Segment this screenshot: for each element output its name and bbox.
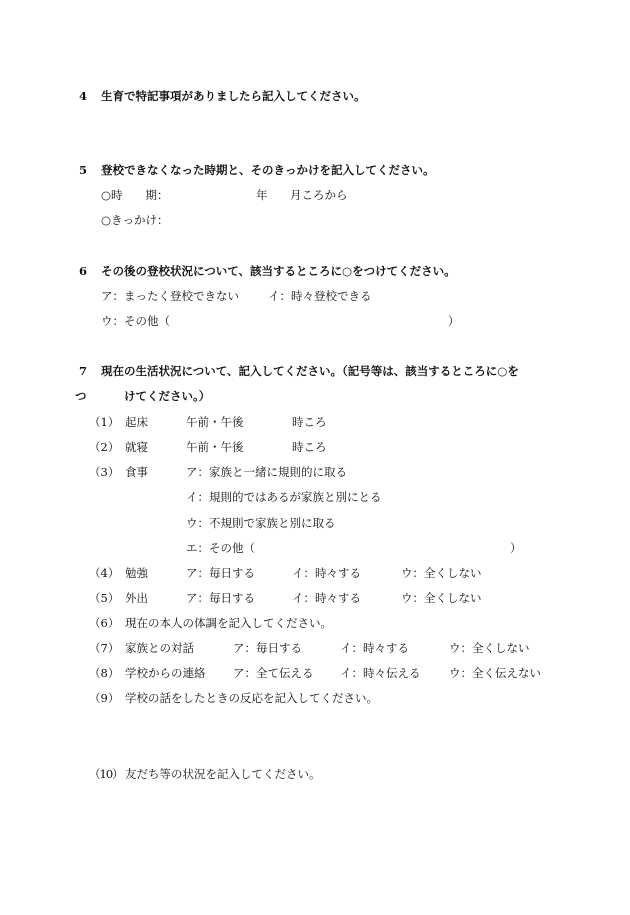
sleep-label: 就寝 (125, 440, 148, 454)
meal-option-a: ア：家族と一緒に規則的に取る (186, 465, 347, 479)
family-option-u: ウ：全くしない (449, 641, 530, 655)
outing-option-a: ア：毎日する (186, 591, 255, 605)
meal-option-u: ウ：不規則で家族と別に取る (186, 516, 336, 530)
friends-label: 友だち等の状況を記入してください。 (125, 767, 321, 781)
q7-text: 現在の生活状況について、記入してください。（記号等は、該当するところに○を (101, 364, 519, 378)
friends-number: （10） (89, 767, 123, 781)
study-option-a: ア：毎日する (186, 566, 255, 580)
outing-option-i: イ：時々する (292, 591, 361, 605)
study-option-u: ウ：全くしない (401, 566, 482, 580)
q5-month: 月ころから (290, 188, 348, 202)
meal-close-paren: ） (510, 541, 522, 555)
wake-suffix: 時ころ (292, 415, 327, 429)
q4-number: 4 (79, 89, 88, 103)
contact-option-u: ウ：全く伝えない (449, 666, 541, 680)
q4-text: 生育で特記事項がありましたら記入してください。 (101, 89, 366, 103)
wake-option: 午前・午後 (186, 415, 244, 429)
q6-option-a: ア：まったく登校できない (101, 289, 239, 303)
q6-text: その後の登校状況について、該当するところに○をつけてください。 (101, 264, 456, 278)
q5-trigger-label: ○きっかけ： (101, 213, 169, 227)
study-option-i: イ：時々する (292, 566, 361, 580)
wake-number: （1） (89, 415, 120, 429)
sleep-option: 午前・午後 (186, 440, 244, 454)
family-label: 家族との対話 (125, 641, 194, 655)
meal-option-i: イ：規則的ではあるが家族と別にとる (186, 490, 382, 504)
q5-period-label: ○時 期： (101, 188, 169, 202)
family-option-a: ア：毎日する (233, 641, 302, 655)
family-number: （7） (89, 641, 120, 655)
contact-option-a: ア：全て伝える (233, 666, 314, 680)
study-number: （4） (89, 566, 120, 580)
q5-year: 年 (256, 188, 268, 202)
q5-text: 登校できなくなった時期と、そのきっかけを記入してください。 (101, 163, 435, 177)
meal-number: （3） (89, 465, 120, 479)
reaction-number: （9） (89, 691, 120, 705)
outing-number: （5） (89, 591, 120, 605)
q7-cont-prefix: つ (75, 389, 87, 403)
q6-option-i: イ：時々登校できる (268, 289, 372, 303)
outing-label: 外出 (125, 591, 148, 605)
q7-cont-text: けてください。） (124, 389, 211, 403)
outing-option-u: ウ：全くしない (401, 591, 482, 605)
reaction-label: 学校の話をしたときの反応を記入してください。 (125, 691, 378, 705)
sleep-number: （2） (89, 440, 120, 454)
meal-label: 食事 (125, 465, 148, 479)
q5-number: 5 (79, 163, 88, 177)
q6-number: 6 (79, 264, 88, 278)
study-label: 勉強 (125, 566, 148, 580)
q6-option-u: ウ：その他（ (101, 314, 170, 328)
meal-option-e: エ：その他（ (186, 541, 255, 555)
health-number: （6） (89, 616, 120, 630)
q6-close-paren: ） (448, 314, 460, 328)
contact-number: （8） (89, 666, 120, 680)
health-label: 現在の本人の体調を記入してください。 (125, 616, 332, 630)
contact-label: 学校からの連絡 (125, 666, 206, 680)
sleep-suffix: 時ころ (292, 440, 327, 454)
family-option-i: イ：時々する (340, 641, 409, 655)
q7-number: 7 (79, 364, 88, 378)
wake-label: 起床 (125, 415, 148, 429)
contact-option-i: イ：時々伝える (340, 666, 421, 680)
